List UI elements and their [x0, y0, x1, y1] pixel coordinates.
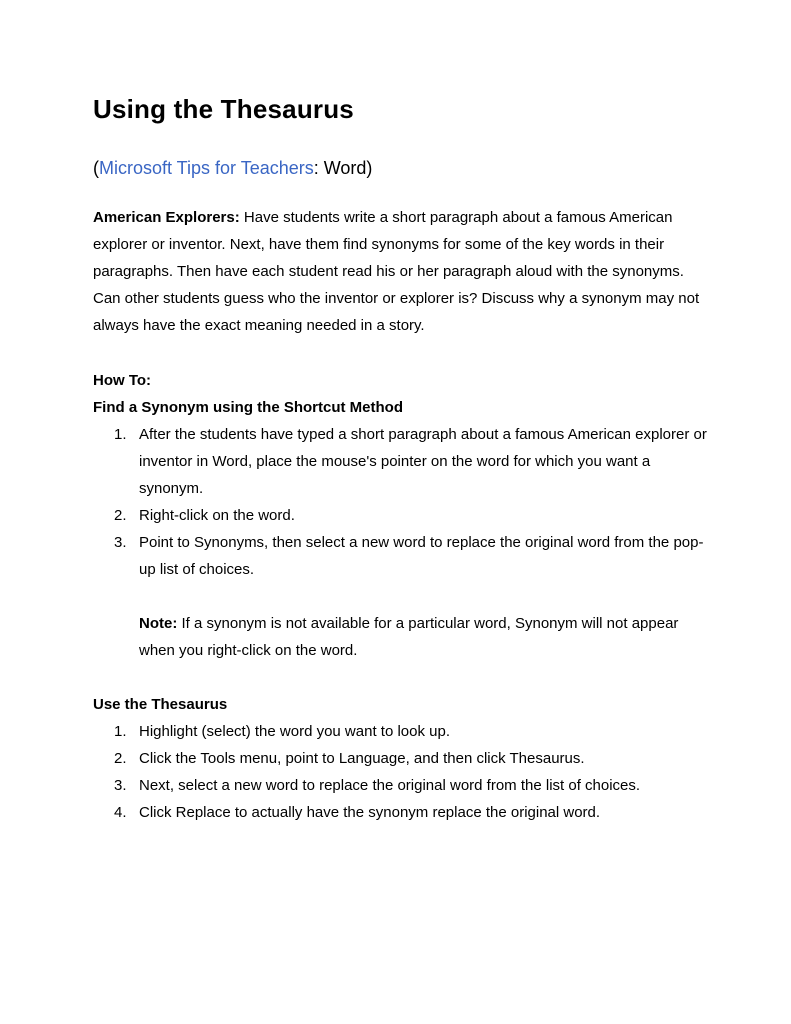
note-paragraph: [93, 610, 713, 664]
list-item: [93, 718, 713, 745]
note-label: Note:: [139, 615, 178, 632]
page-title: Using the Thesaurus: [93, 94, 354, 124]
step-text: Click the Tools menu, point to Language, and then click Thesaurus.: [139, 750, 585, 767]
step-number: 2.: [114, 507, 127, 524]
note-text: If a synonym is not available for a particular word, Synonym will not appear when you right-click on the word.: [139, 615, 679, 659]
list-item: [93, 529, 713, 583]
step-number: 3.: [114, 777, 127, 794]
step-text: Right-click on the word.: [139, 507, 295, 524]
subtitle: [93, 158, 372, 179]
list-item: [93, 502, 713, 529]
shortcut-steps-list: [93, 421, 713, 583]
step-text: Click Replace to actually have the synonym replace the original word.: [139, 804, 601, 821]
intro-label: American Explorers:: [93, 209, 240, 226]
step-text: Point to Synonyms, then select a new word to replace the original word from the pop-up list of choices.: [139, 534, 704, 578]
step-number: 3.: [114, 534, 127, 551]
intro-paragraph: [93, 204, 713, 339]
step-number: 1.: [114, 723, 127, 740]
step-number: 1.: [114, 426, 127, 443]
step-text: Next, select a new word to replace the original word from the list of choices.: [139, 777, 641, 794]
step-number: 2.: [114, 750, 127, 767]
list-item: [93, 745, 713, 772]
subtitle-rest: : Word): [313, 158, 373, 178]
thesaurus-steps-list: [93, 718, 713, 826]
microsoft-tips-link[interactable]: Microsoft Tips for Teachers: [99, 158, 314, 178]
intro-text: Have students write a short paragraph about a famous American explorer or inventor. Next, have them find synonyms for some of the key words in their paragraphs. Then have each student read his or her paragraph aloud with the synonyms. Can other students guess who the inventor or explorer is? Discuss why a synonym may not always have the exact meaning needed in a story.: [93, 209, 700, 334]
subtitle-open-paren: (: [93, 158, 99, 178]
use-thesaurus-heading: Use the Thesaurus: [93, 696, 228, 713]
step-number: 4.: [114, 804, 127, 821]
list-item: [93, 799, 713, 826]
thesaurus-section: [93, 691, 713, 826]
step-text: After the students have typed a short paragraph about a famous American explorer or inventor in Word, place the mouse's pointer on the word for which you want a synonym.: [139, 426, 707, 497]
shortcut-method-heading: Find a Synonym using the Shortcut Method: [93, 399, 403, 416]
list-item: [93, 421, 713, 502]
step-text: Highlight (select) the word you want to look up.: [139, 723, 450, 740]
how-to-section: [93, 367, 713, 664]
how-to-heading: How To:: [93, 372, 152, 389]
list-item: [93, 772, 713, 799]
